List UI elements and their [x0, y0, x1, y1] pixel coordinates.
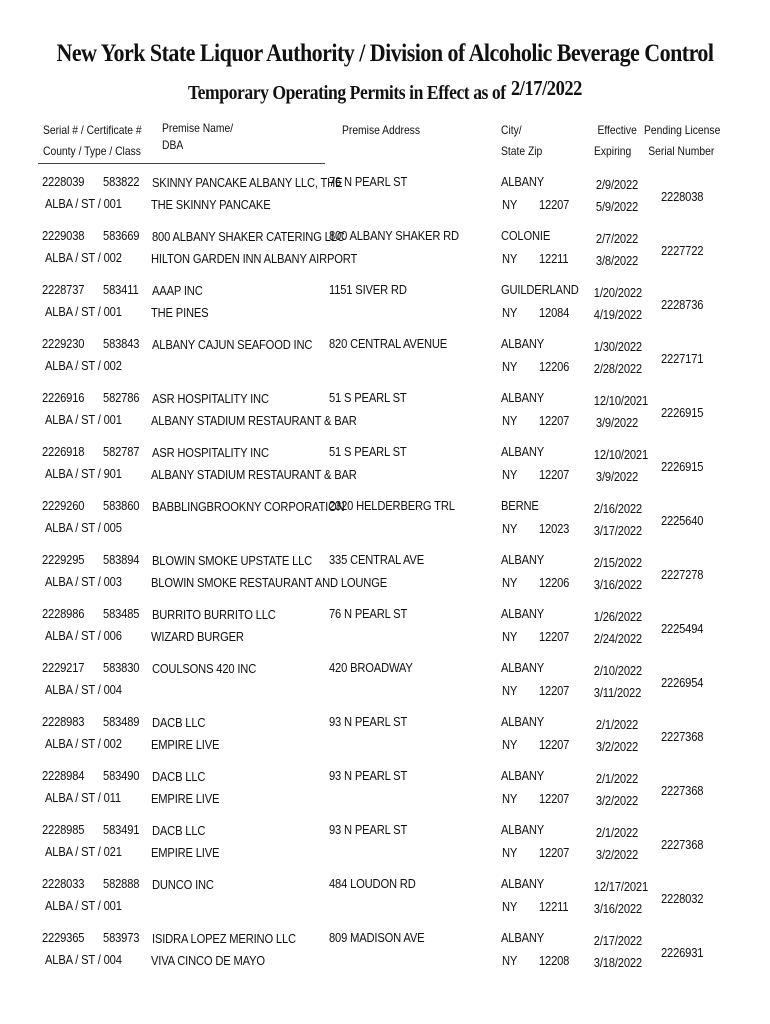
pending-license-serial: 2226915	[661, 405, 704, 420]
as-of-date: 2/17/2022	[510, 76, 582, 100]
premise-dba: VIVA CINCO DE MAYO	[151, 953, 265, 968]
state: NY	[502, 359, 518, 374]
expiring-date: 5/9/2022	[595, 199, 639, 214]
effective-date: 2/1/2022	[595, 717, 639, 732]
zip: 12207	[539, 791, 570, 806]
zip: 12207	[539, 467, 570, 482]
expiring-date: 3/2/2022	[595, 847, 639, 862]
state: NY	[502, 953, 518, 968]
document-subtitle	[46, 76, 724, 105]
header-city	[501, 120, 542, 162]
state: NY	[502, 737, 518, 752]
premise-name: BLOWIN SMOKE UPSTATE LLC	[152, 553, 313, 568]
city: GUILDERLAND	[501, 282, 579, 297]
effective-date: 12/10/2021	[593, 393, 649, 408]
effective-date: 1/20/2022	[593, 285, 642, 300]
premise-name: BABBLINGBROOKNY CORPORATION	[152, 499, 345, 514]
zip: 12207	[539, 413, 570, 428]
city: ALBANY	[501, 606, 545, 621]
state: NY	[502, 305, 518, 320]
table-row	[0, 872, 770, 926]
city: ALBANY	[501, 390, 545, 405]
effective-date: 2/1/2022	[595, 825, 639, 840]
table-row	[0, 818, 770, 872]
expiring-date: 3/8/2022	[595, 253, 639, 268]
effective-date: 12/10/2021	[593, 447, 649, 462]
pending-license-serial: 2228736	[661, 297, 704, 312]
city: COLONIE	[501, 228, 551, 243]
header-pending-line1: Pending License	[644, 123, 721, 137]
header-rule	[38, 163, 325, 164]
premise-dba: ALBANY STADIUM RESTAURANT & BAR	[151, 413, 357, 428]
premise-address: 820 CENTRAL AVENUE	[329, 336, 448, 351]
premise-dba: EMPIRE LIVE	[151, 737, 220, 752]
premise-dba: HILTON GARDEN INN ALBANY AIRPORT	[151, 251, 358, 266]
county-type-class: ALBA / ST / 001	[45, 898, 122, 913]
pending-license-serial: 2227368	[661, 729, 704, 744]
premise-name: ASR HOSPITALITY INC	[152, 391, 269, 406]
premise-address: 76 N PEARL ST	[329, 174, 408, 189]
expiring-date: 3/2/2022	[595, 739, 639, 754]
certificate-number: 583894	[103, 552, 140, 567]
expiring-date: 3/2/2022	[595, 793, 639, 808]
premise-dba: BLOWIN SMOKE RESTAURANT AND LOUNGE	[151, 575, 388, 590]
certificate-number: 583822	[103, 174, 140, 189]
county-type-class: ALBA / ST / 901	[45, 466, 122, 481]
certificate-number: 582787	[103, 444, 140, 459]
certificate-number: 583411	[103, 282, 139, 297]
county-type-class: ALBA / ST / 021	[45, 844, 122, 859]
header-city-line1: City/	[501, 123, 522, 137]
effective-date: 2/7/2022	[595, 231, 639, 246]
premise-address: 2320 HELDERBERG TRL	[329, 498, 455, 513]
serial-number: 2226918	[42, 444, 85, 459]
premise-address: 1151 SIVER RD	[329, 282, 407, 297]
table-row	[0, 278, 770, 332]
header-pending	[644, 120, 720, 162]
serial-number: 2229038	[42, 228, 85, 243]
premise-name: AAAP INC	[152, 283, 203, 298]
serial-number: 2228737	[42, 282, 85, 297]
effective-date: 2/16/2022	[593, 501, 642, 516]
premise-dba: WIZARD BURGER	[151, 629, 244, 644]
certificate-number: 583669	[103, 228, 140, 243]
county-type-class: ALBA / ST / 002	[45, 250, 122, 265]
state: NY	[502, 629, 518, 644]
state: NY	[502, 521, 518, 536]
premise-dba: ALBANY STADIUM RESTAURANT & BAR	[151, 467, 357, 482]
pending-license-serial: 2228038	[661, 189, 704, 204]
header-premise-name-line2: DBA	[162, 138, 184, 152]
pending-license-serial: 2227368	[661, 837, 704, 852]
zip: 12211	[539, 251, 569, 266]
expiring-date: 3/9/2022	[595, 469, 639, 484]
document-title: New York State Liquor Authority / Division of Alcoholic Beverage Control	[56, 40, 714, 67]
zip: 12207	[539, 629, 570, 644]
city: ALBANY	[501, 444, 545, 459]
premise-name: ISIDRA LOPEZ MERINO LLC	[152, 931, 296, 946]
premise-address: 809 MADISON AVE	[329, 930, 425, 945]
table-row	[0, 494, 770, 548]
state: NY	[502, 845, 518, 860]
county-type-class: ALBA / ST / 002	[45, 736, 122, 751]
city: ALBANY	[501, 174, 545, 189]
table-row	[0, 548, 770, 602]
certificate-number: 583491	[103, 822, 140, 837]
city: ALBANY	[501, 552, 545, 567]
header-effective-line2: Expiring	[594, 144, 632, 158]
premise-address: 93 N PEARL ST	[329, 714, 408, 729]
table-row	[0, 224, 770, 278]
certificate-number: 583843	[103, 336, 140, 351]
pending-license-serial: 2225640	[661, 513, 704, 528]
state: NY	[502, 899, 518, 914]
county-type-class: ALBA / ST / 002	[45, 358, 122, 373]
table-row	[0, 710, 770, 764]
certificate-number: 582888	[103, 876, 140, 891]
serial-number: 2228986	[42, 606, 85, 621]
expiring-date: 3/16/2022	[593, 901, 642, 916]
subtitle-text: Temporary Operating Permits in Effect as of	[188, 82, 506, 104]
premise-dba: EMPIRE LIVE	[151, 845, 220, 860]
certificate-number: 582786	[103, 390, 140, 405]
premise-address: 800 ALBANY SHAKER RD	[329, 228, 459, 243]
premise-address: 420 BROADWAY	[329, 660, 413, 675]
city: ALBANY	[501, 876, 545, 891]
zip: 12207	[539, 683, 570, 698]
header-premise-name	[162, 120, 233, 154]
premise-name: 800 ALBANY SHAKER CATERING LLC	[152, 229, 345, 244]
certificate-number: 583973	[103, 930, 140, 945]
state: NY	[502, 791, 518, 806]
effective-date: 2/15/2022	[593, 555, 642, 570]
serial-number: 2229217	[42, 660, 85, 675]
table-row	[0, 170, 770, 224]
certificate-number: 583490	[103, 768, 140, 783]
pending-license-serial: 2227722	[661, 243, 704, 258]
city: ALBANY	[501, 660, 545, 675]
effective-date: 12/17/2021	[593, 879, 649, 894]
premise-name: SKINNY PANCAKE ALBANY LLC, THE	[152, 175, 343, 190]
city: ALBANY	[501, 822, 545, 837]
header-effective	[594, 120, 637, 162]
state: NY	[502, 197, 518, 212]
premise-address: 51 S PEARL ST	[329, 390, 407, 405]
city: ALBANY	[501, 336, 545, 351]
zip: 12206	[539, 359, 570, 374]
expiring-date: 2/28/2022	[593, 361, 642, 376]
city: ALBANY	[501, 714, 545, 729]
zip: 12207	[539, 845, 570, 860]
header-premise-name-line1: Premise Name/	[162, 121, 234, 135]
pending-license-serial: 2227368	[661, 783, 704, 798]
county-type-class: ALBA / ST / 001	[45, 196, 122, 211]
expiring-date: 3/9/2022	[595, 415, 639, 430]
state: NY	[502, 683, 518, 698]
pending-license-serial: 2225494	[661, 621, 704, 636]
effective-date: 2/9/2022	[595, 177, 639, 192]
expiring-date: 3/16/2022	[593, 577, 642, 592]
table-row	[0, 386, 770, 440]
county-type-class: ALBA / ST / 001	[45, 412, 122, 427]
serial-number: 2228033	[42, 876, 85, 891]
table-row	[0, 656, 770, 710]
certificate-number: 583489	[103, 714, 140, 729]
serial-number: 2229260	[42, 498, 85, 513]
city: ALBANY	[501, 930, 545, 945]
table-row	[0, 332, 770, 386]
header-city-line2: State Zip	[501, 144, 543, 158]
state: NY	[502, 467, 518, 482]
pending-license-serial: 2227278	[661, 567, 704, 582]
zip: 12207	[539, 737, 570, 752]
premise-address: 93 N PEARL ST	[329, 822, 408, 837]
header-premise-address: Premise Address	[342, 123, 421, 137]
serial-number: 2229365	[42, 930, 85, 945]
state: NY	[502, 251, 518, 266]
county-type-class: ALBA / ST / 005	[45, 520, 122, 535]
header-pending-line2: Serial Number	[648, 144, 715, 158]
header-serial	[43, 120, 142, 162]
effective-date: 2/1/2022	[595, 771, 639, 786]
county-type-class: ALBA / ST / 004	[45, 682, 122, 697]
table-row	[0, 602, 770, 656]
county-type-class: ALBA / ST / 001	[45, 304, 122, 319]
premise-address: 93 N PEARL ST	[329, 768, 408, 783]
zip: 12023	[539, 521, 570, 536]
expiring-date: 3/17/2022	[593, 523, 642, 538]
premise-name: DUNCO INC	[152, 877, 214, 892]
premise-dba: THE PINES	[151, 305, 209, 320]
table-row	[0, 764, 770, 818]
table-row	[0, 440, 770, 494]
effective-date: 1/30/2022	[593, 339, 642, 354]
premise-name: COULSONS 420 INC	[152, 661, 257, 676]
county-type-class: ALBA / ST / 003	[45, 574, 122, 589]
premise-name: DACB LLC	[152, 715, 206, 730]
premise-address: 335 CENTRAL AVE	[329, 552, 424, 567]
serial-number: 2226916	[42, 390, 85, 405]
zip: 12207	[539, 197, 570, 212]
effective-date: 1/26/2022	[593, 609, 642, 624]
zip: 12208	[539, 953, 570, 968]
certificate-number: 583485	[103, 606, 140, 621]
table-row	[0, 926, 770, 980]
pending-license-serial: 2226915	[661, 459, 704, 474]
certificate-number: 583860	[103, 498, 140, 513]
city: ALBANY	[501, 768, 545, 783]
effective-date: 2/17/2022	[593, 933, 642, 948]
county-type-class: ALBA / ST / 006	[45, 628, 122, 643]
zip: 12211	[539, 899, 569, 914]
premise-name: BURRITO BURRITO LLC	[152, 607, 276, 622]
serial-number: 2228039	[42, 174, 85, 189]
serial-number: 2228983	[42, 714, 85, 729]
zip: 12084	[539, 305, 570, 320]
certificate-number: 583830	[103, 660, 140, 675]
expiring-date: 3/11/2022	[593, 685, 642, 700]
state: NY	[502, 575, 518, 590]
serial-number: 2228985	[42, 822, 85, 837]
premise-name: DACB LLC	[152, 823, 206, 838]
premise-address: 484 LOUDON RD	[329, 876, 416, 891]
premise-dba: THE SKINNY PANCAKE	[151, 197, 271, 212]
premise-name: ASR HOSPITALITY INC	[152, 445, 269, 460]
header-serial-line2: County / Type / Class	[43, 144, 141, 158]
premise-address: 51 S PEARL ST	[329, 444, 407, 459]
premise-name: DACB LLC	[152, 769, 206, 784]
county-type-class: ALBA / ST / 011	[45, 790, 121, 805]
header-serial-line1: Serial # / Certificate #	[43, 123, 142, 137]
effective-date: 2/10/2022	[593, 663, 642, 678]
serial-number: 2229295	[42, 552, 85, 567]
expiring-date: 3/18/2022	[593, 955, 642, 970]
city: BERNE	[501, 498, 539, 513]
premise-address: 76 N PEARL ST	[329, 606, 408, 621]
pending-license-serial: 2226931	[661, 945, 704, 960]
pending-license-serial: 2228032	[661, 891, 704, 906]
header-effective-line1: Effective	[597, 123, 637, 137]
serial-number: 2228984	[42, 768, 85, 783]
expiring-date: 2/24/2022	[593, 631, 642, 646]
pending-license-serial: 2227171	[661, 351, 704, 366]
premise-dba: EMPIRE LIVE	[151, 791, 220, 806]
premise-name: ALBANY CAJUN SEAFOOD INC	[152, 337, 313, 352]
county-type-class: ALBA / ST / 004	[45, 952, 122, 967]
zip: 12206	[539, 575, 570, 590]
serial-number: 2229230	[42, 336, 85, 351]
pending-license-serial: 2226954	[661, 675, 704, 690]
expiring-date: 4/19/2022	[593, 307, 642, 322]
state: NY	[502, 413, 518, 428]
